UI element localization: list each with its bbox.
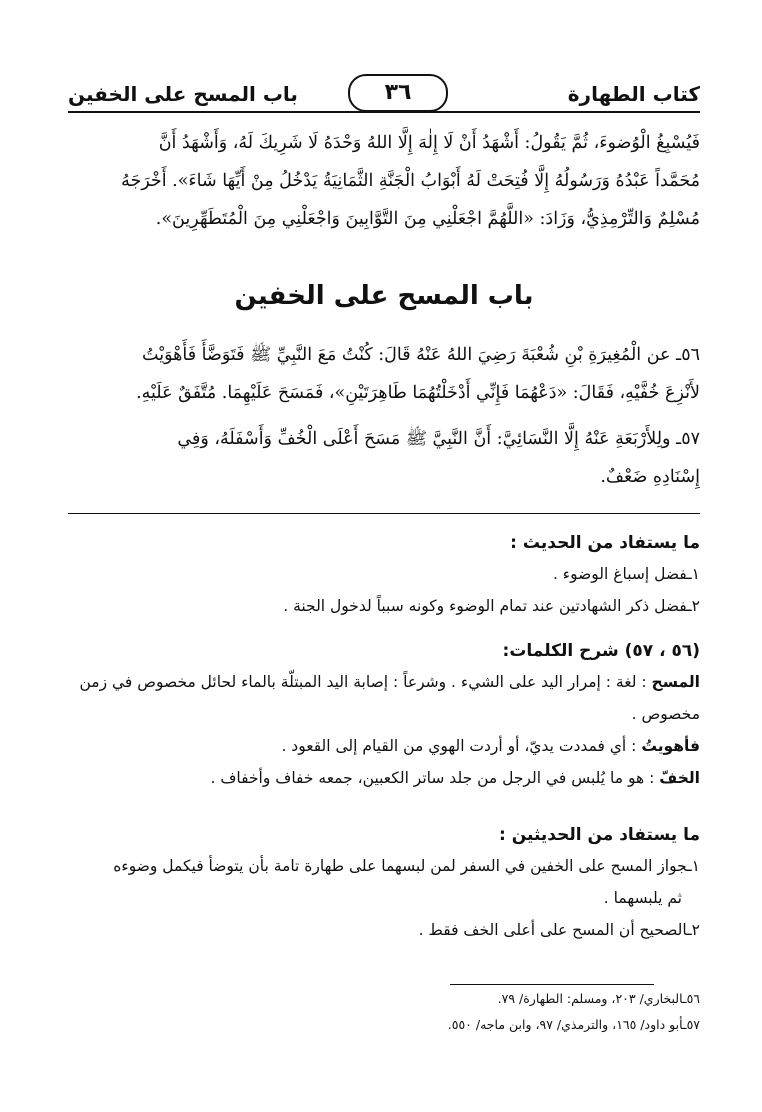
text-line: إِسْنَادِهِ ضَعْفٌ. xyxy=(600,467,700,487)
page-header xyxy=(68,74,700,114)
vocab-term: فأهويتُ xyxy=(641,737,700,755)
section-title: باب المسح على الخفين xyxy=(234,281,534,311)
vocab-definition: : هو ما يُلبس في الرجل من جلد ساتر الكعبين، جمعه خفاف وأخفاف . xyxy=(210,769,655,787)
vocab-entry xyxy=(68,730,700,762)
vocab-term: الخفّ xyxy=(659,769,700,787)
benefits-section-2 xyxy=(68,820,700,946)
list-item-continuation: ثم يلبسهما . xyxy=(603,889,682,907)
list-item: ١ـجواز المسح على الخفين في السفر لمن لبسهما على طهارة تامة بأن يتوضأ فيكمل وضوءه xyxy=(113,857,700,875)
vocab-definition: : أي فمددت يديّ، أو أردت الهوي من القيام إلى القعود . xyxy=(281,737,637,755)
section-divider xyxy=(68,513,700,514)
vocab-term: المسح xyxy=(651,673,700,691)
text-line: مُسْلِمٌ وَالتِّرْمِذِيُّ، وَزَادَ: «اللَّهُمَّ اجْعَلْنِي مِنَ التَّوَّابِينَ وَاجْعَلْنِي مِنَ الْمُتَطَهِّرِينَ». xyxy=(155,209,700,229)
hadith-56 xyxy=(68,336,700,412)
intro-text xyxy=(68,124,700,238)
hadith-57 xyxy=(68,420,700,496)
footnote-rule xyxy=(450,984,654,985)
benefits-section-1 xyxy=(68,528,700,622)
text-line: ٥٧ـ ولِلأَرْبَعَةِ عَنْهُ إِلَّا النَّسَائِيَّ: أَنَّ النَّبِيَّ ﷺ مَسَحَ أَعْلَى الْخُفِّ وَأَسْفَلَهُ، وَفِي xyxy=(177,429,700,449)
vocab-entry xyxy=(68,762,700,794)
chapter-title: باب المسح على الخفين xyxy=(68,82,298,106)
vocab-definition: : لغة : إمرار اليد على الشيء . وشرعاً : إصابة اليد المبتلّة بالماء لحائل مخصوص في زمن xyxy=(79,673,647,691)
text-line: ٥٦ـ عن الْمُغِيرَةِ بْنِ شُعْبَةَ رَضِيَ اللهُ عَنْهُ قَالَ: كُنْتُ مَعَ النَّبِيِّ ﷺ فَتَوَضَّأَ فَأَهْوَيْتُ xyxy=(142,345,700,365)
header-rule xyxy=(68,111,700,113)
text-line: فَيُسْبِغُ الْوُضوءَ، ثُمَّ يَقُولُ: أَشْهَدُ أَنْ لَا إِلٰهَ إِلَّا اللهُ وَحْدَهُ لَا شَرِيكَ لَهُ، وَأَشْهَدُ أَنَّ xyxy=(158,133,700,153)
page-number: ٣٦ xyxy=(348,74,448,112)
benefits-heading: ما يستفاد من الحديث : xyxy=(510,533,700,553)
bab-heading xyxy=(68,276,700,316)
list-item: ٢ـالصحيح أن المسح على أعلى الخف فقط . xyxy=(418,921,700,939)
vocab-section xyxy=(68,636,700,794)
text-line: لأَنْزِعَ خُفَّيْهِ، فَقَالَ: «دَعْهُمَا فَإِنِّي أَدْخَلْتُهُمَا طَاهِرَتَيْنِ»، فَمَسَحَ عَلَيْهِمَا. مُتَّفَقٌ عَلَيْهِ. xyxy=(136,383,700,403)
list-item: ٢ـفضل ذكر الشهادتين عند تمام الوضوء وكونه سبباً لدخول الجنة . xyxy=(283,597,700,615)
vocab-entry-continuation: مخصوص . xyxy=(631,705,700,723)
footnote: ٥٦ـالبخاري/ ٢٠٣، ومسلم: الطهارة/ ٧٩. xyxy=(497,991,700,1006)
text-line: مُحَمَّداً عَبْدُهُ وَرَسُولُهُ إِلَّا فُتِحَتْ لَهُ أَبْوَابُ الْجَنَّةِ الثَّمَانِيَةُ يَدْخُلُ مِنْ أَيِّهَا شَاءَ». أَخْرَجَهُ xyxy=(121,171,700,191)
vocab-entry xyxy=(68,666,700,698)
vocab-heading: (٥٦ ، ٥٧) شرح الكلمات: xyxy=(502,641,700,661)
benefits-heading: ما يستفاد من الحديثين : xyxy=(498,825,700,845)
footnote: ٥٧ـأبو داود/ ١٦٥، والترمذي/ ٩٧، وابن ماجه/ ٥٥٠. xyxy=(447,1017,700,1032)
list-item: ١ـفضل إسباغ الوضوء . xyxy=(552,565,700,583)
book-title: كتاب الطهارة xyxy=(567,82,700,106)
